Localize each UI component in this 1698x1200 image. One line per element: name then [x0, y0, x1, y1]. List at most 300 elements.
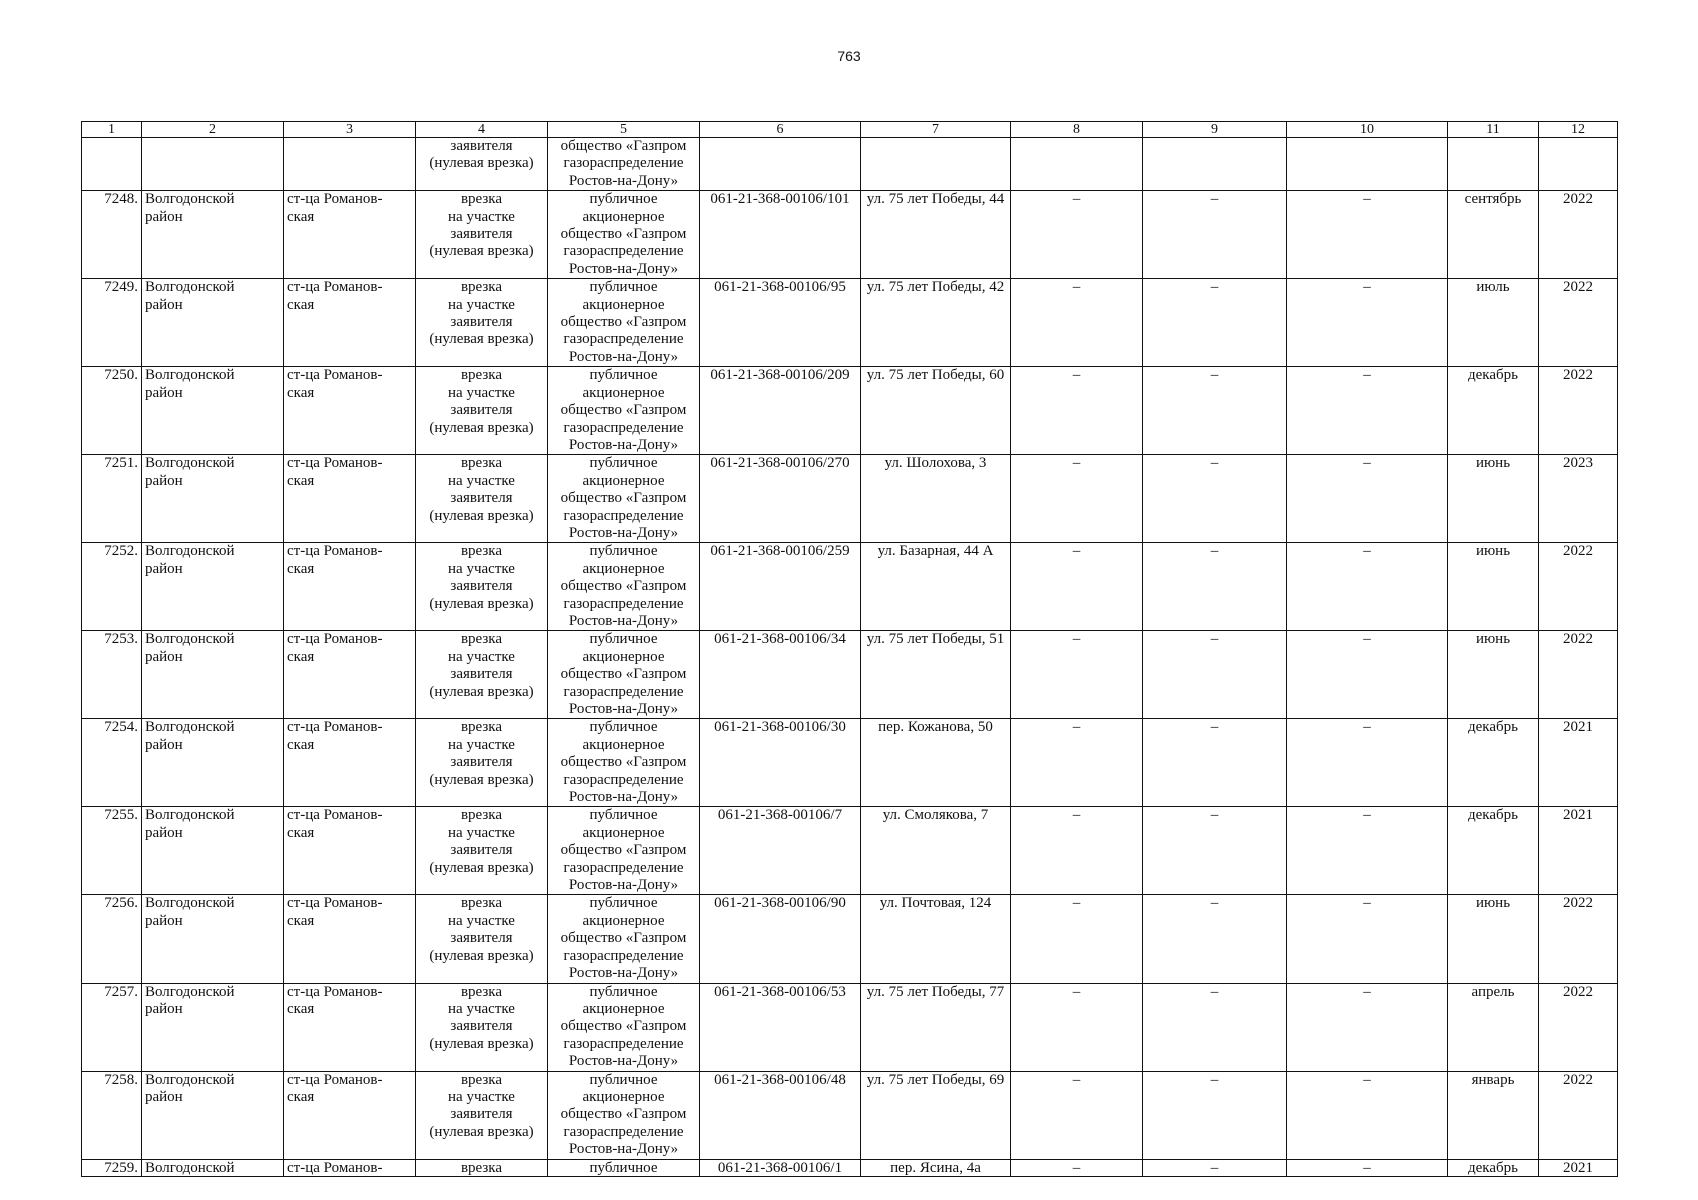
cell-col10: – — [1287, 279, 1448, 367]
cell-locality — [284, 279, 416, 367]
cell-line: врезка — [460, 719, 503, 736]
cell-year: 2021 — [1539, 807, 1618, 895]
cell-line: акционерное — [582, 560, 665, 577]
cell-col9: – — [1143, 279, 1287, 367]
cell-month: сентябрь — [1448, 191, 1539, 279]
cell-line: ская — [287, 208, 315, 225]
cell-address: ул. 75 лет Победы, 69 — [861, 1071, 1011, 1159]
cell-code: 061-21-368-00106/34 — [700, 631, 861, 719]
cell-line: ст-ца Романов- — [287, 543, 383, 560]
cell-line: район — [145, 472, 183, 489]
table-body — [82, 122, 1618, 1177]
cell-district — [142, 543, 284, 631]
cell-col9: – — [1143, 983, 1287, 1071]
cell-locality — [284, 631, 416, 719]
cell-locality — [284, 191, 416, 279]
cell-line: акционерное — [582, 296, 665, 313]
cell-type — [416, 983, 548, 1071]
cell-code: 061-21-368-00106/7 — [700, 807, 861, 895]
cell-line: на участке — [448, 1088, 515, 1105]
cell-col10: – — [1287, 1071, 1448, 1159]
cell-line: врезка — [460, 543, 503, 560]
cell-locality — [284, 719, 416, 807]
header-cell: 12 — [1539, 122, 1618, 138]
cell-locality — [284, 543, 416, 631]
cell-line: газораспределение — [563, 243, 684, 260]
cell-org — [548, 543, 700, 631]
cell-line: ст-ца Романов- — [287, 279, 383, 296]
cell-line: на участке — [448, 648, 515, 665]
cell-line: газораспределение — [563, 1123, 684, 1140]
cell-line: акционерное — [582, 1088, 665, 1105]
cell-year: 2021 — [1539, 719, 1618, 807]
cell-line: общество «Газпром — [560, 578, 687, 595]
cell-org — [548, 807, 700, 895]
header-row — [82, 122, 1618, 138]
cell-line: ская — [287, 296, 315, 313]
cell-line: заявителя — [450, 666, 513, 683]
cell-district — [142, 1071, 284, 1159]
cell-line: заявителя — [450, 754, 513, 771]
cell-line: ская — [287, 736, 315, 753]
cell-line: Волгодонской — [145, 543, 235, 560]
header-cell: 1 — [82, 122, 142, 138]
cell-line: район — [145, 648, 183, 665]
cell-locality — [284, 1071, 416, 1159]
cell-line: район — [145, 1088, 183, 1105]
cell-line: заявителя — [450, 1018, 513, 1035]
cell-col10: – — [1287, 367, 1448, 455]
header-cell: 9 — [1143, 122, 1287, 138]
cell-district — [142, 455, 284, 543]
cell-line: (нулевая врезка) — [429, 243, 534, 260]
cell-year: 2021 — [1539, 1159, 1618, 1176]
cell-locality — [284, 895, 416, 983]
cell-line: публичное — [589, 895, 658, 912]
cell-line: общество «Газпром — [560, 666, 687, 683]
cell-line: врезка — [460, 279, 503, 296]
cell-line: район — [145, 912, 183, 929]
cell-type — [416, 138, 548, 191]
cell-code — [700, 138, 861, 191]
table-row — [82, 455, 1618, 543]
cell-line: заявителя — [450, 490, 513, 507]
cell-line: ст-ца Романов- — [287, 1071, 383, 1088]
cell-col9 — [1143, 138, 1287, 191]
cell-line: на участке — [448, 560, 515, 577]
cell-code: 061-21-368-00106/53 — [700, 983, 861, 1071]
cell-line: Ростов-на-Дону» — [568, 1141, 679, 1158]
cell-month: апрель — [1448, 983, 1539, 1071]
cell-year: 2022 — [1539, 983, 1618, 1071]
cell-locality — [284, 807, 416, 895]
cell-line: район — [145, 736, 183, 753]
cell-district — [142, 807, 284, 895]
cell-line: акционерное — [582, 472, 665, 489]
cell-line: (нулевая врезка) — [429, 1123, 534, 1140]
cell-org — [548, 455, 700, 543]
cell-col10: – — [1287, 807, 1448, 895]
cell-code: 061-21-368-00106/209 — [700, 367, 861, 455]
cell-num: 7257. — [82, 983, 142, 1071]
cell-line: газораспределение — [563, 1035, 684, 1052]
cell-locality: ст-ца Романов- — [284, 1159, 416, 1176]
cell-code: 061-21-368-00106/1 — [700, 1159, 861, 1176]
cell-col9: – — [1143, 367, 1287, 455]
cell-line: район — [145, 824, 183, 841]
header-cell: 11 — [1448, 122, 1539, 138]
cell-line: Волгодонской — [145, 367, 235, 384]
cell-line: акционерное — [582, 384, 665, 401]
cell-line: газораспределение — [563, 419, 684, 436]
cell-line: публичное — [589, 191, 658, 208]
cell-line: публичное — [589, 719, 658, 736]
cell-line: ская — [287, 560, 315, 577]
cell-line: общество «Газпром — [560, 1018, 687, 1035]
cell-address: пер. Кожанова, 50 — [861, 719, 1011, 807]
cell-line: Волгодонской — [145, 1071, 235, 1088]
cell-num: 7256. — [82, 895, 142, 983]
cell-address: ул. 75 лет Победы, 51 — [861, 631, 1011, 719]
cell-col10: – — [1287, 983, 1448, 1071]
header-cell: 7 — [861, 122, 1011, 138]
cell-line: ст-ца Романов- — [287, 807, 383, 824]
cell-year: 2022 — [1539, 279, 1618, 367]
cell-line: Ростов-на-Дону» — [568, 612, 679, 629]
cell-year: 2022 — [1539, 191, 1618, 279]
table-row — [82, 279, 1618, 367]
cell-district: Волгодонской — [142, 1159, 284, 1176]
cell-col10: – — [1287, 543, 1448, 631]
page-number: 763 — [837, 48, 861, 64]
table-row — [82, 1159, 1618, 1176]
cell-type: врезка — [416, 1159, 548, 1176]
cell-year: 2023 — [1539, 455, 1618, 543]
cell-district — [142, 631, 284, 719]
cell-col8: – — [1011, 719, 1143, 807]
cell-month: июнь — [1448, 895, 1539, 983]
cell-col8: – — [1011, 807, 1143, 895]
cell-line: Ростов-на-Дону» — [568, 260, 679, 277]
cell-line: врезка — [460, 367, 503, 384]
cell-col9: – — [1143, 455, 1287, 543]
cell-line: общество «Газпром — [560, 1106, 687, 1123]
cell-type — [416, 455, 548, 543]
cell-line: акционерное — [582, 208, 665, 225]
cell-line: (нулевая врезка) — [429, 155, 534, 172]
cell-col8 — [1011, 138, 1143, 191]
cell-line: ст-ца Романов- — [287, 719, 383, 736]
cell-line: врезка — [460, 191, 503, 208]
cell-line: ская — [287, 824, 315, 841]
continuation-row — [82, 138, 1618, 191]
cell-type — [416, 807, 548, 895]
cell-month: декабрь — [1448, 719, 1539, 807]
cell-col8: – — [1011, 455, 1143, 543]
cell-line: врезка — [460, 1071, 503, 1088]
cell-line: публичное — [589, 807, 658, 824]
cell-type — [416, 367, 548, 455]
cell-locality — [284, 138, 416, 191]
cell-col8: – — [1011, 1071, 1143, 1159]
cell-org — [548, 367, 700, 455]
cell-org — [548, 138, 700, 191]
header-cell: 4 — [416, 122, 548, 138]
cell-line: заявителя — [450, 402, 513, 419]
cell-org — [548, 191, 700, 279]
cell-year: 2022 — [1539, 895, 1618, 983]
cell-month: декабрь — [1448, 367, 1539, 455]
table-row — [82, 983, 1618, 1071]
cell-line: Волгодонской — [145, 719, 235, 736]
cell-address: ул. 75 лет Победы, 60 — [861, 367, 1011, 455]
cell-line: (нулевая врезка) — [429, 859, 534, 876]
cell-col8: – — [1011, 279, 1143, 367]
table-container — [81, 121, 1617, 1176]
cell-col10: – — [1287, 895, 1448, 983]
cell-line: (нулевая врезка) — [429, 683, 534, 700]
cell-col9: – — [1143, 631, 1287, 719]
cell-locality — [284, 455, 416, 543]
cell-line: ст-ца Романов- — [287, 367, 383, 384]
table-row — [82, 543, 1618, 631]
header-cell: 8 — [1011, 122, 1143, 138]
cell-line: ская — [287, 1088, 315, 1105]
cell-line: (нулевая врезка) — [429, 507, 534, 524]
cell-col9: – — [1143, 807, 1287, 895]
cell-district — [142, 719, 284, 807]
cell-line: общество «Газпром — [560, 754, 687, 771]
header-cell: 3 — [284, 122, 416, 138]
cell-address: ул. 75 лет Победы, 44 — [861, 191, 1011, 279]
cell-month — [1448, 138, 1539, 191]
cell-line: на участке — [448, 296, 515, 313]
table-row — [82, 631, 1618, 719]
cell-line: Ростов-на-Дону» — [568, 348, 679, 365]
cell-line: на участке — [448, 824, 515, 841]
cell-org — [548, 631, 700, 719]
cell-org — [548, 895, 700, 983]
cell-line: врезка — [460, 631, 503, 648]
cell-col10: – — [1287, 631, 1448, 719]
cell-line: публичное — [589, 983, 658, 1000]
cell-year: 2022 — [1539, 367, 1618, 455]
cell-line: Волгодонской — [145, 807, 235, 824]
cell-line: Ростов-на-Дону» — [568, 436, 679, 453]
cell-code: 061-21-368-00106/95 — [700, 279, 861, 367]
cell-month: июнь — [1448, 455, 1539, 543]
cell-line: Волгодонской — [145, 895, 235, 912]
cell-line: заявителя — [450, 226, 513, 243]
cell-col10: – — [1287, 719, 1448, 807]
cell-month: июль — [1448, 279, 1539, 367]
cell-line: Волгодонской — [145, 191, 235, 208]
header-cell: 10 — [1287, 122, 1448, 138]
cell-line: ст-ца Романов- — [287, 455, 383, 472]
cell-line: газораспределение — [563, 771, 684, 788]
header-cell: 6 — [700, 122, 861, 138]
cell-line: публичное — [589, 543, 658, 560]
table-row — [82, 1071, 1618, 1159]
cell-line: Ростов-на-Дону» — [568, 172, 679, 189]
cell-line: общество «Газпром — [560, 138, 687, 154]
cell-month: январь — [1448, 1071, 1539, 1159]
header-cell: 2 — [142, 122, 284, 138]
cell-line: заявителя — [450, 930, 513, 947]
cell-address — [861, 138, 1011, 191]
cell-line: Ростов-на-Дону» — [568, 1053, 679, 1070]
cell-type — [416, 719, 548, 807]
table-row — [82, 807, 1618, 895]
data-table — [81, 121, 1618, 1177]
cell-line: Волгодонской — [145, 983, 235, 1000]
cell-col10 — [1287, 138, 1448, 191]
cell-line: Ростов-на-Дону» — [568, 524, 679, 541]
cell-col8: – — [1011, 983, 1143, 1071]
cell-line: район — [145, 560, 183, 577]
cell-line: на участке — [448, 912, 515, 929]
cell-line: ст-ца Романов- — [287, 631, 383, 648]
cell-line: Ростов-на-Дону» — [568, 877, 679, 894]
cell-line: ст-ца Романов- — [287, 983, 383, 1000]
cell-address: ул. Шолохова, 3 — [861, 455, 1011, 543]
cell-line: ст-ца Романов- — [287, 895, 383, 912]
cell-num: 7251. — [82, 455, 142, 543]
cell-line: общество «Газпром — [560, 490, 687, 507]
cell-line: район — [145, 1000, 183, 1017]
cell-district — [142, 895, 284, 983]
cell-col9: – — [1143, 191, 1287, 279]
cell-district — [142, 367, 284, 455]
cell-col9: – — [1143, 1159, 1287, 1176]
cell-month: декабрь — [1448, 807, 1539, 895]
cell-line: на участке — [448, 472, 515, 489]
cell-code: 061-21-368-00106/259 — [700, 543, 861, 631]
cell-line: ская — [287, 384, 315, 401]
cell-type — [416, 895, 548, 983]
cell-code: 061-21-368-00106/90 — [700, 895, 861, 983]
cell-num: 7253. — [82, 631, 142, 719]
cell-year — [1539, 138, 1618, 191]
cell-col9: – — [1143, 1071, 1287, 1159]
cell-col9: – — [1143, 895, 1287, 983]
cell-line: Волгодонской — [145, 631, 235, 648]
cell-address: пер. Ясина, 4а — [861, 1159, 1011, 1176]
header-cell: 5 — [548, 122, 700, 138]
cell-line: Волгодонской — [145, 455, 235, 472]
cell-line: врезка — [460, 455, 503, 472]
cell-line: заявителя — [450, 314, 513, 331]
cell-line: газораспределение — [563, 507, 684, 524]
cell-line: ская — [287, 912, 315, 929]
cell-line: газораспределение — [563, 859, 684, 876]
cell-line: (нулевая врезка) — [429, 595, 534, 612]
cell-line: Волгодонской — [145, 279, 235, 296]
cell-line: (нулевая врезка) — [429, 1035, 534, 1052]
cell-num: 7258. — [82, 1071, 142, 1159]
cell-num: 7259. — [82, 1159, 142, 1176]
cell-line: акционерное — [582, 824, 665, 841]
cell-year: 2022 — [1539, 1071, 1618, 1159]
cell-line: общество «Газпром — [560, 226, 687, 243]
cell-type — [416, 1071, 548, 1159]
cell-num: 7249. — [82, 279, 142, 367]
cell-line: общество «Газпром — [560, 314, 687, 331]
cell-col8: – — [1011, 543, 1143, 631]
cell-line: акционерное — [582, 1000, 665, 1017]
cell-district — [142, 279, 284, 367]
cell-line: на участке — [448, 384, 515, 401]
cell-org — [548, 279, 700, 367]
cell-type — [416, 191, 548, 279]
cell-address: ул. Базарная, 44 А — [861, 543, 1011, 631]
cell-line: газораспределение — [563, 947, 684, 964]
cell-line: публичное — [589, 1071, 658, 1088]
cell-district — [142, 983, 284, 1071]
cell-col10: – — [1287, 1159, 1448, 1176]
cell-year: 2022 — [1539, 631, 1618, 719]
cell-line: врезка — [460, 983, 503, 1000]
cell-num: 7250. — [82, 367, 142, 455]
cell-line: публичное — [589, 455, 658, 472]
cell-line: ская — [287, 648, 315, 665]
cell-line: газораспределение — [563, 331, 684, 348]
cell-line: общество «Газпром — [560, 930, 687, 947]
cell-line: общество «Газпром — [560, 842, 687, 859]
cell-address: ул. 75 лет Победы, 77 — [861, 983, 1011, 1071]
cell-line: район — [145, 296, 183, 313]
cell-line: Ростов-на-Дону» — [568, 965, 679, 982]
cell-line: Ростов-на-Дону» — [568, 701, 679, 717]
cell-line: (нулевая врезка) — [429, 771, 534, 788]
table-row — [82, 367, 1618, 455]
cell-line: публичное — [589, 367, 658, 384]
cell-locality — [284, 367, 416, 455]
cell-col9: – — [1143, 719, 1287, 807]
cell-col8: – — [1011, 631, 1143, 719]
cell-line: газораспределение — [563, 155, 684, 172]
cell-col8: – — [1011, 895, 1143, 983]
cell-line: врезка — [460, 807, 503, 824]
cell-line: ст-ца Романов- — [287, 191, 383, 208]
cell-col8: – — [1011, 191, 1143, 279]
cell-col8: – — [1011, 367, 1143, 455]
cell-org: публичное — [548, 1159, 700, 1176]
cell-code: 061-21-368-00106/101 — [700, 191, 861, 279]
cell-org — [548, 719, 700, 807]
cell-line: заявителя — [450, 578, 513, 595]
cell-line: район — [145, 384, 183, 401]
cell-district — [142, 191, 284, 279]
table-row — [82, 719, 1618, 807]
cell-num: 7255. — [82, 807, 142, 895]
cell-col10: – — [1287, 455, 1448, 543]
cell-line: публичное — [589, 631, 658, 648]
cell-code: 061-21-368-00106/48 — [700, 1071, 861, 1159]
cell-line: на участке — [448, 208, 515, 225]
cell-line: акционерное — [582, 736, 665, 753]
cell-line: заявителя — [450, 138, 513, 154]
cell-line: заявителя — [450, 1106, 513, 1123]
cell-code: 061-21-368-00106/270 — [700, 455, 861, 543]
cell-address: ул. 75 лет Победы, 42 — [861, 279, 1011, 367]
cell-line: (нулевая врезка) — [429, 419, 534, 436]
cell-col10: – — [1287, 191, 1448, 279]
cell-address: ул. Почтовая, 124 — [861, 895, 1011, 983]
cell-line: врезка — [460, 895, 503, 912]
cell-line: заявителя — [450, 842, 513, 859]
cell-line: Ростов-на-Дону» — [568, 789, 679, 806]
